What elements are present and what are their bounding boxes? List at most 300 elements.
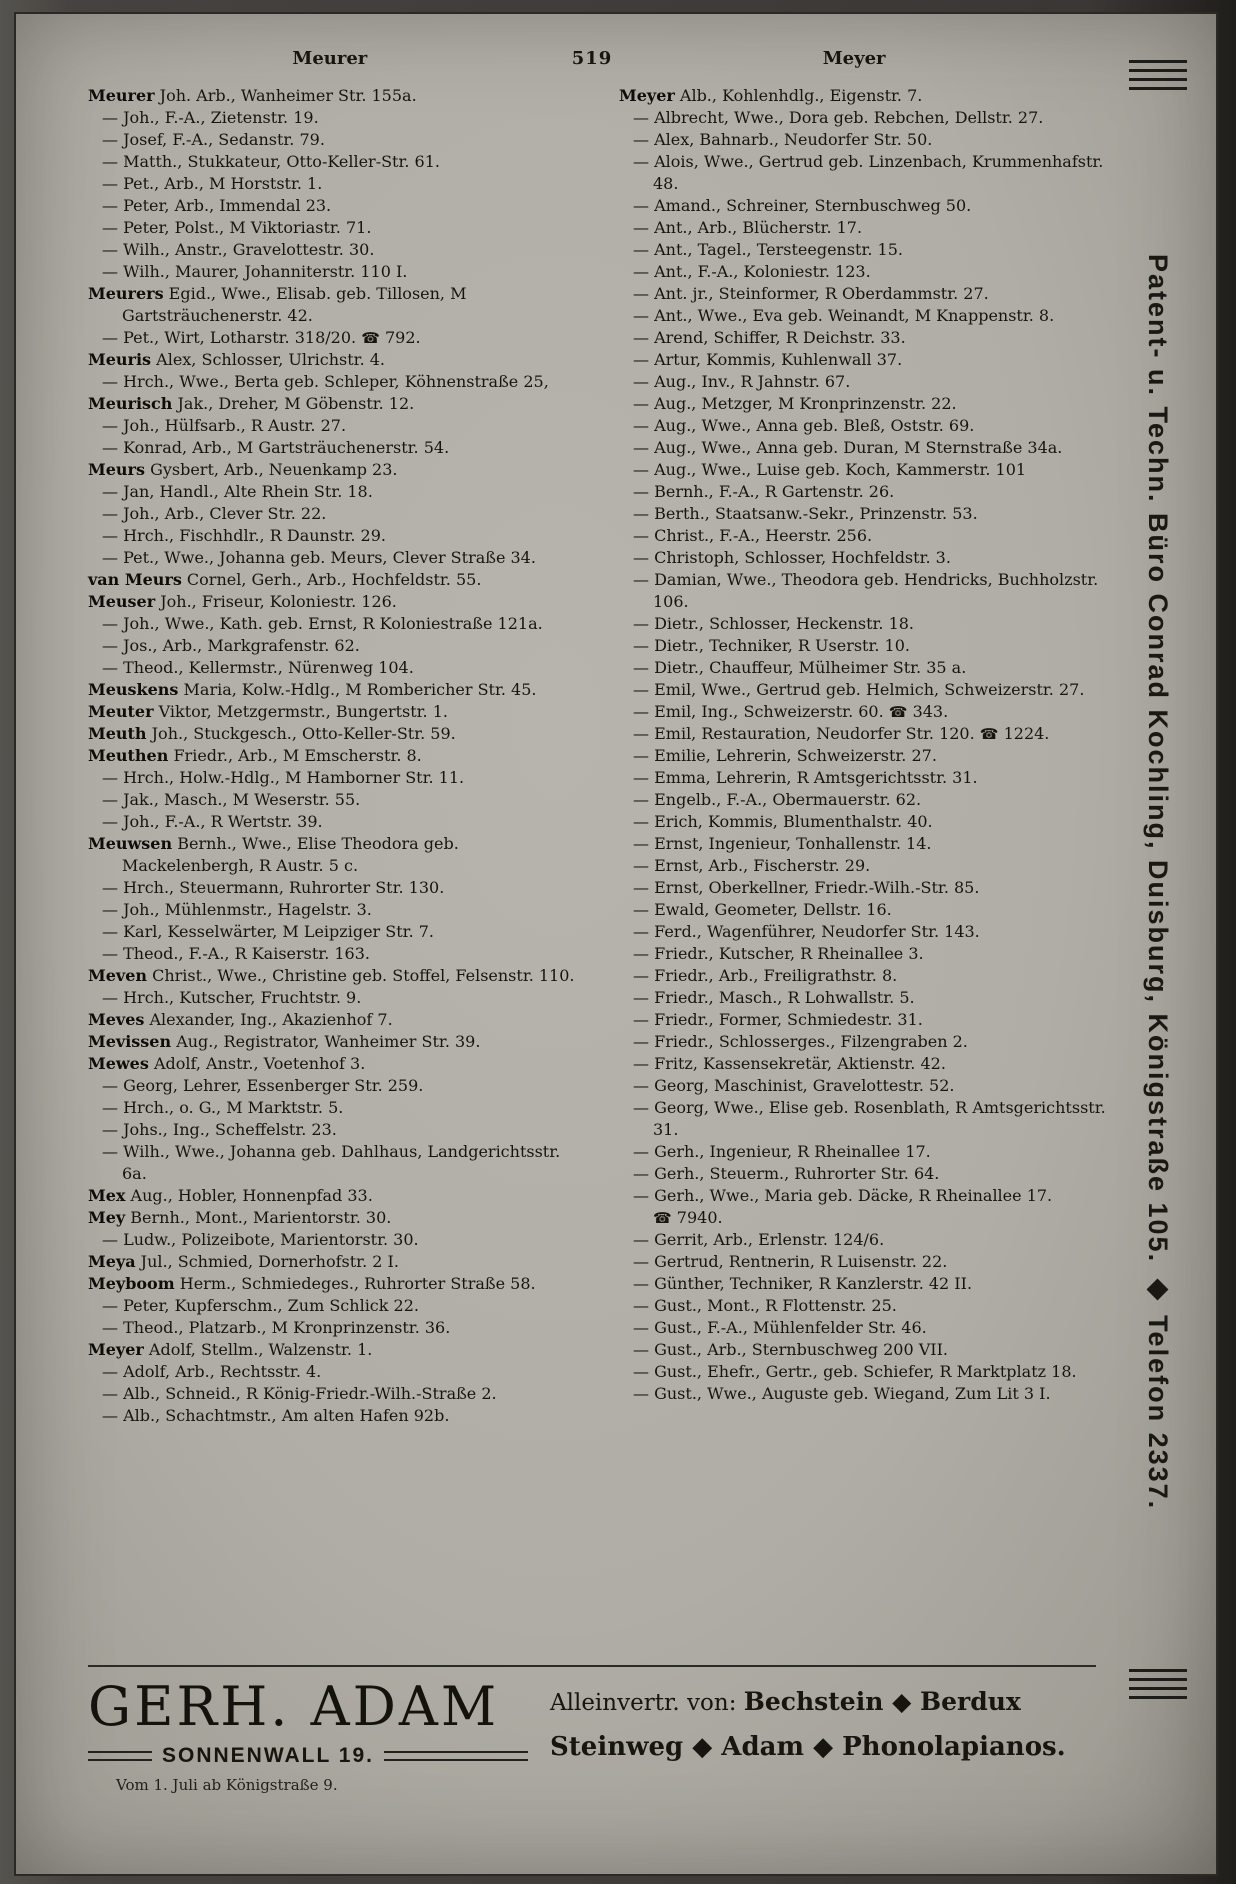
ditto-dash: [102, 1384, 118, 1403]
directory-entry: [619, 1009, 1106, 1031]
directory-entry: [619, 217, 1106, 239]
entry-surname: [88, 394, 172, 413]
ditto-dash: [633, 108, 649, 127]
directory-entry: [619, 635, 1106, 657]
entry-surname-text: Mex: [88, 1186, 126, 1205]
directory-entry: [619, 723, 1106, 745]
entry-surname-text: Meyer: [88, 1340, 144, 1359]
ditto-dash: [633, 856, 649, 875]
ditto-dash-glyph: —: [633, 460, 649, 479]
entry-details: Gust., Arb., Sternbuschweg 200 VII.: [654, 1340, 949, 1359]
ditto-dash-glyph: —: [633, 702, 649, 721]
ditto-dash-glyph: —: [102, 108, 118, 127]
entry-surname: [88, 350, 151, 369]
ditto-dash: [633, 878, 649, 897]
ditto-dash-glyph: —: [633, 108, 649, 127]
entry-surname: [88, 1054, 149, 1073]
entry-details: Gust., Wwe., Auguste geb. Wiegand, Zum Lit 3 I.: [654, 1384, 1051, 1403]
ditto-dash: [102, 812, 118, 831]
entry-details: Joh., Hülfsarb., R Austr. 27.: [123, 416, 347, 435]
directory-entry: [88, 1207, 575, 1229]
header-right-keyword: Meyer: [822, 48, 886, 69]
ditto-dash: [102, 262, 118, 281]
ad-company-name: GERH. ADAM: [88, 1675, 500, 1738]
directory-entry: [88, 349, 575, 371]
entry-details: Damian, Wwe., Theodora geb. Hendricks, Buchholzstr. 106.: [653, 570, 1099, 611]
directory-entry: [88, 1075, 575, 1097]
entry-details: Ant., Tagel., Tersteegenstr. 15.: [654, 240, 903, 259]
directory-entry: [619, 1185, 1106, 1229]
entry-surname: [88, 1340, 144, 1359]
directory-entry: [619, 965, 1106, 987]
ditto-dash: [102, 174, 118, 193]
entry-details: Jak., Masch., M Weserstr. 55.: [123, 790, 361, 809]
ditto-dash-glyph: —: [633, 130, 649, 149]
entry-details: Friedr., Masch., R Lohwallstr. 5.: [654, 988, 915, 1007]
directory-entry: [88, 1229, 575, 1251]
entry-details: Ludw., Polizeibote, Marientorstr. 30.: [123, 1230, 419, 1249]
directory-entry: [88, 767, 575, 789]
entry-details: Hrch., Wwe., Berta geb. Schleper, Köhnenstraße 25,: [123, 372, 549, 391]
entry-details: Gertrud, Rentnerin, R Luisenstr. 22.: [654, 1252, 948, 1271]
entry-details: Joh., Mühlenmstr., Hagelstr. 3.: [123, 900, 372, 919]
page-header: [88, 48, 1096, 69]
ditto-dash-glyph: —: [633, 570, 649, 589]
ditto-dash-glyph: —: [633, 350, 649, 369]
ditto-dash: [102, 372, 118, 391]
directory-entry: [619, 1053, 1106, 1075]
entry-details: Joh., Wwe., Kath. geb. Ernst, R Koloniestraße 121a.: [123, 614, 543, 633]
entry-surname: [88, 570, 182, 589]
entry-details: Jul., Schmied, Dornerhofstr. 2 I.: [140, 1252, 399, 1271]
entry-details: Aug., Inv., R Jahnstr. 67.: [654, 372, 851, 391]
ditto-dash-glyph: —: [102, 614, 118, 633]
footer-ad-left: [88, 1675, 528, 1794]
ditto-dash: [633, 614, 649, 633]
directory-entry: [88, 371, 575, 393]
directory-entry: [88, 701, 575, 723]
ditto-dash: [633, 262, 649, 281]
entry-details: Emilie, Lehrerin, Schweizerstr. 27.: [654, 746, 937, 765]
entry-details: Adolf, Anstr., Voetenhof 3.: [153, 1054, 366, 1073]
entry-details: Fritz, Kassensekretär, Aktienstr. 42.: [654, 1054, 946, 1073]
entry-details: Alex, Bahnarb., Neudorfer Str. 50.: [654, 130, 933, 149]
ditto-dash-glyph: —: [633, 482, 649, 501]
ditto-dash: [633, 460, 649, 479]
ditto-dash: [633, 350, 649, 369]
ditto-dash-glyph: —: [102, 372, 118, 391]
entry-details: Arend, Schiffer, R Deichstr. 33.: [654, 328, 906, 347]
ditto-dash: [633, 482, 649, 501]
entry-details: Dietr., Schlosser, Heckenstr. 18.: [654, 614, 915, 633]
entry-details: Artur, Kommis, Kuhlenwall 37.: [654, 350, 903, 369]
ditto-dash-glyph: —: [633, 1296, 649, 1315]
ditto-dash-glyph: —: [633, 394, 649, 413]
ditto-dash-glyph: —: [102, 328, 118, 347]
directory-entry: [88, 1405, 575, 1427]
entry-details: Egid., Wwe., Elisab. geb. Tillosen, M Gartsträuchenerstr. 42.: [122, 284, 467, 325]
ditto-dash-glyph: —: [102, 482, 118, 501]
entry-surname-text: Meya: [88, 1252, 136, 1271]
directory-entry: [619, 415, 1106, 437]
entry-surname-text: Meuter: [88, 702, 154, 721]
entry-surname-text: Meves: [88, 1010, 145, 1029]
directory-entry: [88, 173, 575, 195]
entry-surname-text: Meyer: [619, 86, 675, 105]
ditto-dash: [633, 812, 649, 831]
directory-entry: [619, 327, 1106, 349]
entry-details: Adolf, Arb., Rechtsstr. 4.: [123, 1362, 322, 1381]
directory-entry: [619, 613, 1106, 635]
ditto-dash: [633, 702, 649, 721]
directory-page: [16, 14, 1216, 1874]
entry-details: Ant., Wwe., Eva geb. Weinandt, M Knappenstr. 8.: [654, 306, 1055, 325]
ditto-dash: [102, 636, 118, 655]
ditto-dash-glyph: —: [102, 790, 118, 809]
entry-details: Karl, Kesselwärter, M Leipziger Str. 7.: [123, 922, 434, 941]
directory-entry: [619, 569, 1106, 613]
directory-entry: [619, 855, 1106, 877]
ad-address: SONNENWALL 19.: [162, 1743, 374, 1767]
ditto-dash: [102, 218, 118, 237]
directory-entry: [88, 1317, 575, 1339]
ditto-dash-glyph: —: [633, 1274, 649, 1293]
directory-entry: [88, 525, 575, 547]
ditto-dash: [633, 306, 649, 325]
entry-details: Jak., Dreher, M Göbenstr. 12.: [177, 394, 415, 413]
ditto-dash: [102, 1098, 118, 1117]
ditto-dash: [102, 768, 118, 787]
ditto-dash-glyph: —: [633, 1230, 649, 1249]
entry-details: Friedr., Arb., Freiligrathstr. 8.: [654, 966, 898, 985]
entry-surname-text: Meurs: [88, 460, 145, 479]
page-number: 519: [571, 48, 613, 69]
directory-entry: [88, 437, 575, 459]
footer-ad: [88, 1675, 1096, 1794]
entry-details: Joh., F.-A., R Wertstr. 39.: [123, 812, 323, 831]
entry-details: Wilh., Anstr., Gravelottestr. 30.: [123, 240, 375, 259]
ditto-dash-glyph: —: [102, 1098, 118, 1117]
directory-entry: [619, 899, 1106, 921]
directory-entry: [88, 1185, 575, 1207]
ditto-dash: [633, 548, 649, 567]
entry-surname-text: Mey: [88, 1208, 126, 1227]
directory-entry: [619, 525, 1106, 547]
directory-entry: [619, 987, 1106, 1009]
entry-details: Berth., Staatsanw.-Sekr., Prinzenstr. 53.: [654, 504, 978, 523]
ditto-dash: [633, 416, 649, 435]
ditto-dash: [633, 1076, 649, 1095]
entry-phone: [361, 328, 420, 347]
ditto-dash-glyph: —: [633, 548, 649, 567]
ditto-dash: [102, 878, 118, 897]
directory-entry: [88, 987, 575, 1009]
directory-entry: [619, 481, 1106, 503]
entry-details: Ernst, Oberkellner, Friedr.-Wilh.-Str. 85.: [654, 878, 980, 897]
entry-details: Peter, Polst., M Viktoriastr. 71.: [123, 218, 372, 237]
entry-surname: [88, 702, 154, 721]
directory-entry: [88, 943, 575, 965]
header-left-keyword: Meurer: [292, 48, 368, 69]
entry-surname-text: van Meurs: [88, 570, 182, 589]
directory-entry: [88, 283, 575, 327]
entry-details: Gust., Ehefr., Gertr., geb. Schiefer, R Marktplatz 18.: [654, 1362, 1077, 1381]
directory-entry: [88, 811, 575, 833]
entry-details: Konrad, Arb., M Gartsträuchenerstr. 54.: [123, 438, 450, 457]
ditto-dash: [102, 108, 118, 127]
ditto-dash: [102, 482, 118, 501]
ditto-dash-glyph: —: [633, 922, 649, 941]
ditto-dash-glyph: —: [633, 746, 649, 765]
ditto-dash-glyph: —: [102, 944, 118, 963]
entry-details: Engelb., F.-A., Obermauerstr. 62.: [654, 790, 922, 809]
ditto-dash: [633, 240, 649, 259]
ditto-dash: [633, 1384, 649, 1403]
entry-details: Georg, Maschinist, Gravelottestr. 52.: [654, 1076, 955, 1095]
ditto-dash-glyph: —: [102, 988, 118, 1007]
directory-entry: [619, 1141, 1106, 1163]
ditto-dash: [633, 1010, 649, 1029]
ditto-dash-glyph: —: [102, 504, 118, 523]
sidebar-rule-bottom: [1129, 1669, 1187, 1705]
entry-surname: [88, 746, 168, 765]
directory-entry: [88, 415, 575, 437]
ditto-dash: [102, 900, 118, 919]
entry-details: Alex, Schlosser, Ulrichstr. 4.: [156, 350, 386, 369]
entry-phone: [980, 724, 1050, 743]
directory-entry: [88, 789, 575, 811]
directory-entry: [619, 1229, 1106, 1251]
entry-details: Wilh., Wwe., Johanna geb. Dahlhaus, Landgerichtsstr. 6a.: [122, 1142, 561, 1183]
ditto-dash: [102, 944, 118, 963]
ditto-dash-glyph: —: [102, 1406, 118, 1425]
directory-entry: [619, 1163, 1106, 1185]
ditto-dash-glyph: —: [633, 1186, 649, 1205]
entry-details: Peter, Arb., Immendal 23.: [123, 196, 332, 215]
ditto-dash-glyph: —: [633, 284, 649, 303]
directory-entry: [619, 459, 1106, 481]
ditto-dash: [633, 944, 649, 963]
entry-details: Gerh., Steuerm., Ruhrorter Str. 64.: [654, 1164, 940, 1183]
ditto-dash-glyph: —: [102, 526, 118, 545]
ditto-dash-glyph: —: [633, 636, 649, 655]
ad-address-row: [88, 1744, 528, 1768]
entry-details: Matth., Stukkateur, Otto-Keller-Str. 61.: [123, 152, 440, 171]
entry-details: Alexander, Ing., Akazienhof 7.: [149, 1010, 393, 1029]
entry-details: Christoph, Schlosser, Hochfeldstr. 3.: [654, 548, 951, 567]
ditto-dash: [633, 1252, 649, 1271]
entry-details: Friedr., Kutscher, R Rheinallee 3.: [654, 944, 924, 963]
entry-details: Erich, Kommis, Blumenthalstr. 40.: [654, 812, 933, 831]
ad-distributor-prefix: Alleinvertr. von:: [550, 1690, 737, 1716]
directory-entry: [88, 459, 575, 481]
directory-entry: [619, 349, 1106, 371]
ditto-dash: [102, 438, 118, 457]
ditto-dash: [102, 1406, 118, 1425]
directory-entry: [619, 503, 1106, 525]
entry-details: Ferd., Wagenführer, Neudorfer Str. 143.: [654, 922, 980, 941]
ditto-dash: [633, 724, 649, 743]
ditto-dash: [633, 1340, 649, 1359]
directory-entry: [88, 85, 575, 107]
directory-entry: [619, 195, 1106, 217]
vertical-ad-sidebar: [1118, 60, 1198, 1705]
entry-surname: [88, 834, 172, 853]
ditto-dash-glyph: —: [633, 1098, 649, 1117]
ditto-dash-glyph: —: [102, 768, 118, 787]
ditto-dash: [102, 1230, 118, 1249]
ditto-dash: [633, 922, 649, 941]
directory-entry: [619, 547, 1106, 569]
ditto-dash: [633, 1230, 649, 1249]
directory-entry: [88, 657, 575, 679]
entry-surname: [88, 966, 147, 985]
directory-columns: [88, 85, 1106, 1645]
ditto-dash-glyph: —: [633, 1164, 649, 1183]
ditto-dash: [633, 1274, 649, 1293]
ditto-dash: [102, 1076, 118, 1095]
ditto-dash: [633, 196, 649, 215]
ditto-dash-glyph: —: [633, 372, 649, 391]
directory-entry: [619, 107, 1106, 129]
ditto-dash: [633, 218, 649, 237]
entry-details: Josef, F.-A., Sedanstr. 79.: [123, 130, 325, 149]
ditto-dash-glyph: —: [633, 526, 649, 545]
entry-surname-text: Mewes: [88, 1054, 149, 1073]
ditto-dash-glyph: —: [633, 680, 649, 699]
directory-entry: [619, 1251, 1106, 1273]
ditto-dash-glyph: —: [102, 636, 118, 655]
directory-entry: [619, 129, 1106, 151]
entry-details: Gerh., Ingenieur, R Rheinallee 17.: [654, 1142, 931, 1161]
ditto-dash-glyph: —: [633, 416, 649, 435]
ditto-dash-glyph: —: [633, 438, 649, 457]
vertical-ad-text: Patent- u. Techn. Büro Conrad Kochling, Duisburg, Königstraße 105. ◆ Telefon 2337.: [1143, 254, 1173, 1511]
entry-surname-text: Meurisch: [88, 394, 173, 413]
entry-details: Hrch., Fischhdlr., R Daunstr. 29.: [123, 526, 386, 545]
entry-details: Christ., Wwe., Christine geb. Stoffel, Felsenstr. 110.: [152, 966, 575, 985]
ditto-dash-glyph: —: [633, 218, 649, 237]
ditto-dash: [633, 570, 649, 589]
ditto-dash-glyph: —: [102, 1142, 118, 1161]
ditto-dash-glyph: —: [633, 614, 649, 633]
entry-details: Alb., Schachtmstr., Am alten Hafen 92b.: [123, 1406, 450, 1425]
ditto-dash-glyph: —: [102, 416, 118, 435]
entry-surname: [619, 86, 675, 105]
ditto-dash: [633, 834, 649, 853]
ditto-dash: [102, 1318, 118, 1337]
ditto-dash: [633, 372, 649, 391]
entry-details: Herm., Schmiedeges., Ruhrorter Straße 58.: [179, 1274, 536, 1293]
directory-entry: [619, 437, 1106, 459]
ditto-dash-glyph: —: [633, 504, 649, 523]
directory-entry: [619, 877, 1106, 899]
ditto-dash: [633, 988, 649, 1007]
ditto-dash: [633, 1098, 649, 1117]
ditto-dash-glyph: —: [633, 724, 649, 743]
directory-entry: [88, 1251, 575, 1273]
ditto-dash-glyph: —: [102, 658, 118, 677]
directory-entry: [88, 393, 575, 415]
ditto-dash: [102, 196, 118, 215]
ditto-dash-glyph: —: [102, 174, 118, 193]
directory-entry: [88, 1097, 575, 1119]
ditto-dash-glyph: —: [102, 1362, 118, 1381]
directory-entry: [619, 85, 1106, 107]
ditto-dash: [102, 790, 118, 809]
entry-phone: [653, 1208, 723, 1227]
ditto-dash-glyph: —: [102, 262, 118, 281]
entry-details: Aug., Metzger, M Kronprinzenstr. 22.: [654, 394, 957, 413]
ditto-dash-glyph: —: [102, 922, 118, 941]
entry-details: Theod., F.-A., R Kaiserstr. 163.: [123, 944, 370, 963]
entry-details: Hrch., o. G., M Marktstr. 5.: [123, 1098, 344, 1117]
ditto-dash-glyph: —: [633, 900, 649, 919]
ditto-dash: [633, 966, 649, 985]
ditto-dash: [102, 988, 118, 1007]
ditto-dash-glyph: —: [102, 900, 118, 919]
ditto-dash: [102, 240, 118, 259]
directory-entry: [88, 1339, 575, 1361]
directory-entry: [88, 1273, 575, 1295]
directory-entry: [88, 613, 575, 635]
phone-icon: ☎: [888, 703, 908, 721]
entry-details: Viktor, Metzgermstr., Bungertstr. 1.: [158, 702, 448, 721]
ad-distributor-line: [550, 1687, 1096, 1716]
ditto-dash-glyph: —: [633, 856, 649, 875]
entry-details: Friedr., Arb., M Emscherstr. 8.: [173, 746, 422, 765]
ditto-dash: [633, 1054, 649, 1073]
directory-entry: [88, 569, 575, 591]
ditto-dash: [633, 1186, 649, 1205]
directory-entry: [88, 217, 575, 239]
ditto-dash-glyph: —: [102, 240, 118, 259]
ditto-dash-glyph: —: [633, 1076, 649, 1095]
directory-entry: [619, 767, 1106, 789]
directory-entry: [88, 1141, 575, 1185]
entry-surname: [88, 1208, 125, 1227]
entry-details: Aug., Wwe., Anna geb. Bleß, Oststr. 69.: [654, 416, 975, 435]
ditto-dash: [633, 526, 649, 545]
entry-details: Georg, Lehrer, Essenberger Str. 259.: [123, 1076, 424, 1095]
ditto-dash-glyph: —: [633, 1142, 649, 1161]
entry-surname-text: Meurer: [88, 86, 155, 105]
entry-details: Wilh., Maurer, Johanniterstr. 110 I.: [123, 262, 408, 281]
entry-surname: [88, 592, 155, 611]
directory-entry: [619, 261, 1106, 283]
ditto-dash-glyph: —: [102, 152, 118, 171]
ditto-dash-glyph: —: [633, 262, 649, 281]
ditto-dash-glyph: —: [633, 1252, 649, 1271]
ditto-dash-glyph: —: [102, 196, 118, 215]
phone-icon: ☎: [653, 1209, 672, 1227]
entry-details: Friedr., Former, Schmiedestr. 31.: [654, 1010, 923, 1029]
entry-surname-text: Meuser: [88, 592, 156, 611]
ditto-dash: [102, 1296, 118, 1315]
phone-icon: ☎: [361, 329, 380, 347]
ditto-dash-glyph: —: [633, 1384, 649, 1403]
directory-entry: [619, 283, 1106, 305]
ditto-dash-glyph: —: [633, 1032, 649, 1051]
ditto-dash: [633, 746, 649, 765]
entry-details: Ant. jr., Steinformer, R Oberdammstr. 27.: [654, 284, 989, 303]
entry-details: Emil, Ing., Schweizerstr. 60.: [654, 702, 884, 721]
entry-details: Emil, Wwe., Gertrud geb. Helmich, Schweizerstr. 27.: [654, 680, 1085, 699]
entry-details: Theod., Platzarb., M Kronprinzenstr. 36.: [123, 1318, 451, 1337]
directory-entry: [88, 1031, 575, 1053]
ditto-dash: [633, 328, 649, 347]
entry-surname: [88, 680, 178, 699]
